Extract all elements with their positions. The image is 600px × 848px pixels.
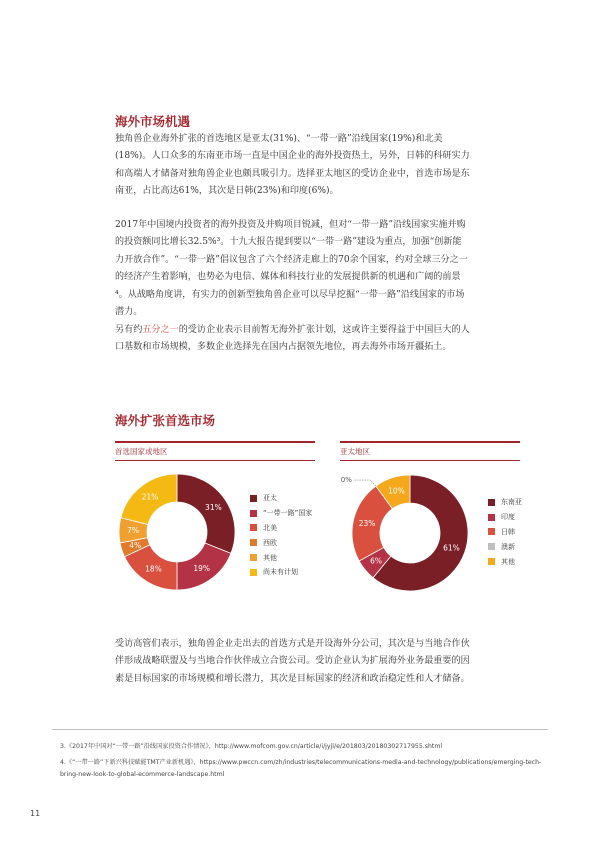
slice-label-5: 21% [141, 492, 159, 502]
legend-swatch [250, 539, 257, 546]
legend-swatch [250, 524, 257, 531]
legend-swatch [488, 543, 495, 550]
legend-item-2 [488, 525, 522, 540]
page-number: 11 [30, 809, 41, 818]
donut-chart-preferred-regions [115, 470, 240, 595]
legend-label: 尚未有计划 [263, 568, 298, 577]
legend-swatch [250, 495, 257, 502]
legend-label: 澳新 [501, 542, 515, 551]
legend-item-4 [250, 550, 312, 565]
legend-swatch [488, 514, 495, 521]
legend-swatch [250, 510, 257, 517]
legend-swatch [488, 558, 495, 565]
slice-label-1: 6% [370, 556, 383, 566]
legend-swatch [250, 569, 257, 576]
legend-item-0 [250, 491, 312, 506]
slice-label-1: 19% [193, 563, 211, 573]
chart-header-right: 亚太地区 [340, 441, 520, 461]
legend-swatch [488, 528, 495, 535]
legend-label: 其他 [263, 553, 277, 562]
legend-item-1 [250, 506, 312, 521]
footnote-3: 3.《2017年中国对“一带一路”沿线国家投资合作情况》，http://www.mofcom.gov.cn/article/i/jyjl/e/201803/20180302717955.shtml [60, 743, 443, 750]
legend-label: 西欧 [263, 538, 277, 547]
legend-item-1 [488, 510, 522, 525]
footnote-divider [52, 729, 548, 730]
donut-chart-apac [328, 471, 468, 596]
legend-label: 亚太 [263, 494, 277, 503]
slice-label-0: 31% [205, 502, 222, 512]
slice-label-4: 10% [388, 486, 405, 496]
legend-item-4 [488, 554, 522, 569]
legend-swatch [250, 554, 257, 561]
leader-line-3 [354, 480, 376, 486]
section-title-preferred-markets: 海外扩张首选市场 [115, 413, 216, 428]
legend-item-3 [488, 539, 522, 554]
legend-apac [488, 495, 522, 569]
legend-label: 其他 [501, 557, 515, 566]
legend-item-0 [488, 495, 522, 510]
section-title-overseas-opportunities: 海外市场机遇 [115, 114, 191, 129]
paragraph-1: 独角兽企业海外扩张的首选地区是亚太(31%)、“一带一路”沿线国家(19%)和北美(18%)。人口众多的东南亚市场一直是中国企业的海外投资热土，另外，日韩的科研实力和高端人才储备对独角兽企业也颇具吸引力。选择亚太地区的受访企业中，首选市场是东南亚，占比高达61%，其次是日韩(23%)和印度(6%)。 [115, 134, 470, 197]
legend-preferred-regions [250, 491, 312, 580]
slice-label-4: 7% [127, 526, 139, 536]
legend-item-3 [250, 535, 312, 550]
slice-label-3: 0% [340, 476, 352, 485]
legend-swatch [488, 499, 495, 506]
slice-label-2: 23% [358, 518, 376, 528]
paragraph-2: 2017年中国境内投资者的海外投资及并购项目锐减，但对“一带一路”沿线国家实施并购的投资额同比增长32.5%³。十九大报告提到要以“一带一路”建设为重点，加强“创新能力开放合作”。“一带一路”倡议包含了六个经济走廊上的70余个国家，约对全球三分之一的经济产生着影响，也势必为电信、媒体和科技行业的发展提供新的机遇和广阔的前景⁴。从战略角度讲，有实力的创新型独角兽企业可以尽早挖掘“一带一路”沿线国家的市场潜力。 [115, 220, 468, 318]
slice-label-3: 4% [129, 541, 142, 551]
footnote-4: 4.《“一带一路”下新兴科技赋能TMT产业新机遇》，https://www.pwccn.com/zh/industries/telecommunications-media-and-technology/publications/emerging-tech-bring-new-look-to-global-ecommerce-landscape.html [60, 759, 542, 778]
legend-item-2 [250, 521, 312, 536]
legend-label: 东南亚 [501, 498, 522, 507]
slice-0 [177, 474, 235, 553]
chart-header-left: 首选国家或地区 [115, 441, 315, 461]
paragraph-4: 受访高管们表示，独角兽企业走出去的首选方式是开设海外分公司，其次是与当地合作伙伴形成战略联盟及与当地合作伙伴成立合资公司。受访企业认为扩展海外业务最重要的因素是目标国家的市场规模和增长潜力，其次是目标国家的经济和政治稳定性和人才储备。 [115, 639, 470, 684]
slice-label-0: 61% [443, 543, 460, 553]
slice-label-2: 18% [145, 564, 162, 574]
legend-label: 日韩 [501, 527, 515, 536]
paragraph-3: 另有约五分之一的受访企业表示目前暂无海外扩张计划，这或许主要得益于中国巨大的人口基数和市场规模，多数企业选择先在国内占据领先地位，再去海外市场开疆拓土。 [115, 325, 470, 353]
legend-item-5 [250, 565, 312, 580]
legend-label: “一带一路”国家 [263, 509, 313, 518]
legend-label: 北美 [263, 523, 277, 532]
legend-label: 印度 [501, 513, 515, 522]
